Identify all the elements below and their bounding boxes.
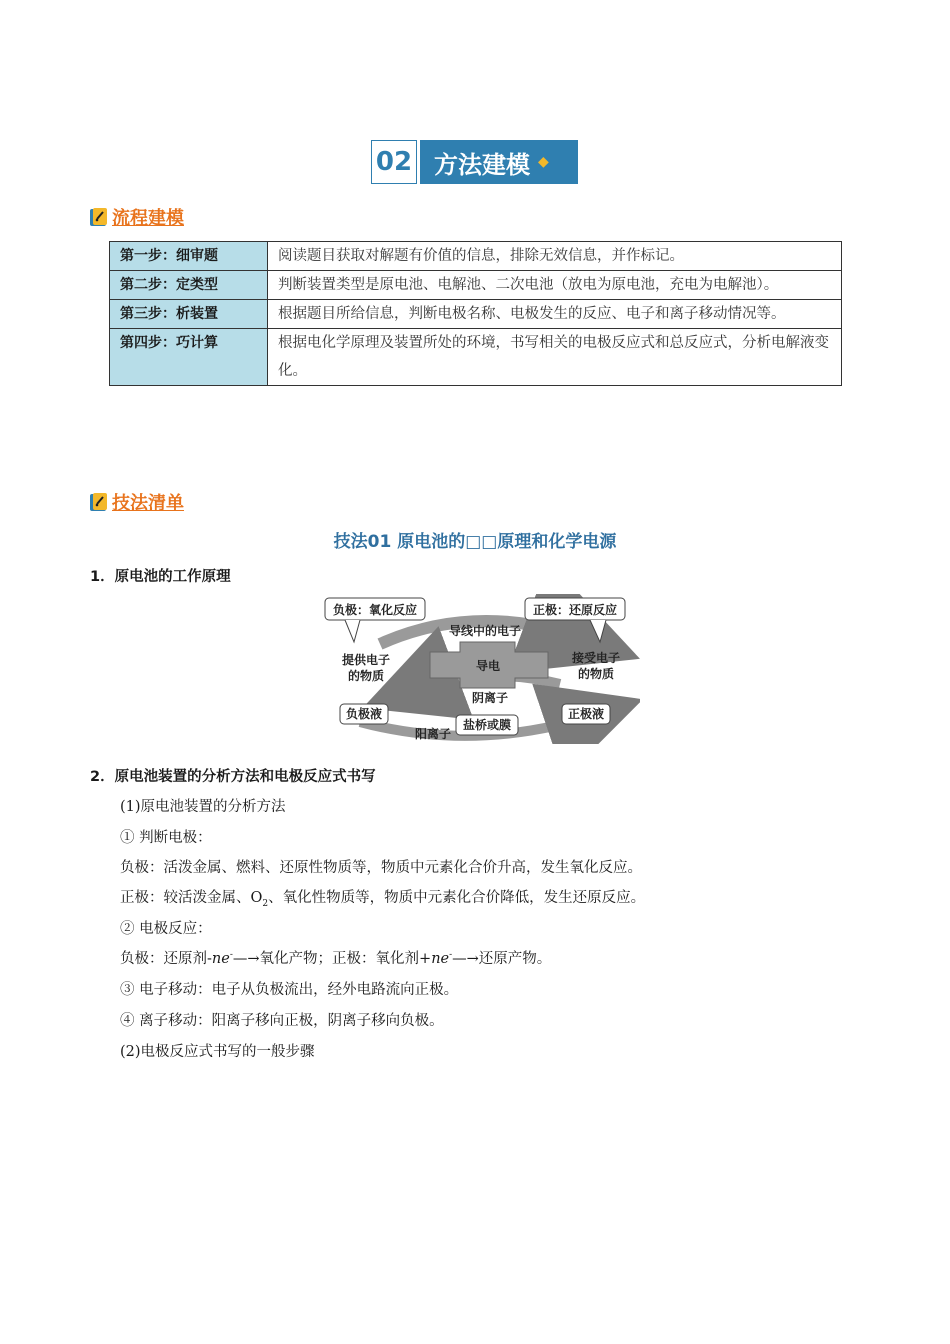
section-heading-flow [88, 204, 184, 230]
electron-acceptor-label-1: 接受电子 [571, 651, 621, 665]
text-fragment: 负极：还原剂- [120, 951, 212, 967]
notebook-icon [88, 491, 110, 513]
salt-bridge-label: 盐桥或膜 [462, 718, 512, 732]
electron-donor-label-1: 提供电子 [341, 653, 391, 667]
positive-electrode-label: 正极：还原反应 [532, 603, 618, 617]
banner-title: 方法建模 [434, 150, 530, 179]
text-line: ③ 电子移动：电子从负极流出，经外电路流向正极。 [120, 982, 459, 998]
banner-number: 02 [371, 140, 417, 184]
text-line: (2)电极反应式书写的一般步骤 [120, 1044, 315, 1060]
step-label: 第一步：细审题 [110, 242, 268, 271]
table-row [110, 300, 842, 329]
section-heading-techniques [88, 489, 184, 515]
italic-fragment: ne [431, 951, 450, 967]
step-description: 阅读题目获取对解题有价值的信息，排除无效信息，并作标记。 [268, 242, 842, 271]
step-label: 第三步：析装置 [110, 300, 268, 329]
negative-solution-label: 负极液 [345, 707, 383, 721]
flow-table [109, 241, 842, 386]
cation-label: 阳离子 [414, 727, 452, 741]
conduction-label: 导电 [475, 659, 501, 673]
step-description: 判断装置类型是原电池、电解池、二次电池（放电为原电池，充电为电解池）。 [268, 271, 842, 300]
step-label: 第四步：巧计算 [110, 329, 268, 386]
step-description: 根据电化学原理及装置所处的环境，书写相关的电极反应式和总反应式，分析电解液变化。 [268, 329, 842, 386]
text-line: ① 判断电极： [120, 830, 212, 846]
step-label: 第二步：定类型 [110, 271, 268, 300]
text-line: ④ 离子移动：阳离子移向正极，阴离子移向负极。 [120, 1013, 444, 1029]
text-fragment: —→氧化产物；正极：氧化剂+ [232, 951, 432, 967]
section-label: 流程建模 [112, 208, 184, 229]
text-line: ② 电极反应： [120, 921, 212, 937]
table-row [110, 271, 842, 300]
negative-box-pointer [345, 620, 360, 642]
text-fragment: —→还原产物。 [452, 951, 552, 967]
notebook-icon [88, 206, 110, 228]
heading-analysis-method: 2．原电池装置的分析方法和电极反应式书写 [90, 769, 376, 785]
electron-donor-label-2: 的物质 [347, 669, 385, 683]
superscript: - [449, 950, 453, 961]
wire-electrons-label: 导线中的电子 [448, 624, 522, 638]
text-line: 负极：活泼金属、燃料、还原性物质等，物质中元素化合价升高，发生氧化反应。 [120, 860, 642, 876]
electron-acceptor-label-2: 的物质 [577, 667, 615, 681]
text-line [120, 947, 551, 968]
negative-electrode-label: 负极：氧化反应 [332, 603, 418, 617]
superscript: - [229, 950, 233, 961]
table-row [110, 242, 842, 271]
text-fragment: 、氧化性物质等，物质中元素化合价降低，发生还原反应。 [268, 890, 646, 906]
text-fragment: 正极：较活泼金属、O [120, 890, 263, 906]
text-line [120, 886, 645, 909]
positive-solution-label: 正极液 [567, 707, 605, 721]
banner-title-box [420, 140, 578, 184]
table-row [110, 329, 842, 386]
heading-working-principle: 1．原电池的工作原理 [90, 569, 231, 585]
section-label: 技法清单 [112, 493, 184, 514]
text-line: (1)原电池装置的分析方法 [120, 799, 286, 815]
section-banner [371, 140, 578, 184]
italic-fragment: ne [211, 951, 230, 967]
anion-label: 阴离子 [471, 691, 509, 705]
technique-title: 技法01 原电池的□□原理和化学电源 [333, 532, 617, 552]
subscript: 2 [262, 898, 269, 909]
diamond-icon: ◆ [538, 154, 549, 170]
step-description: 根据题目所给信息，判断电极名称、电极发生的反应、电子和离子移动情况等。 [268, 300, 842, 329]
galvanic-cell-diagram [320, 594, 640, 744]
